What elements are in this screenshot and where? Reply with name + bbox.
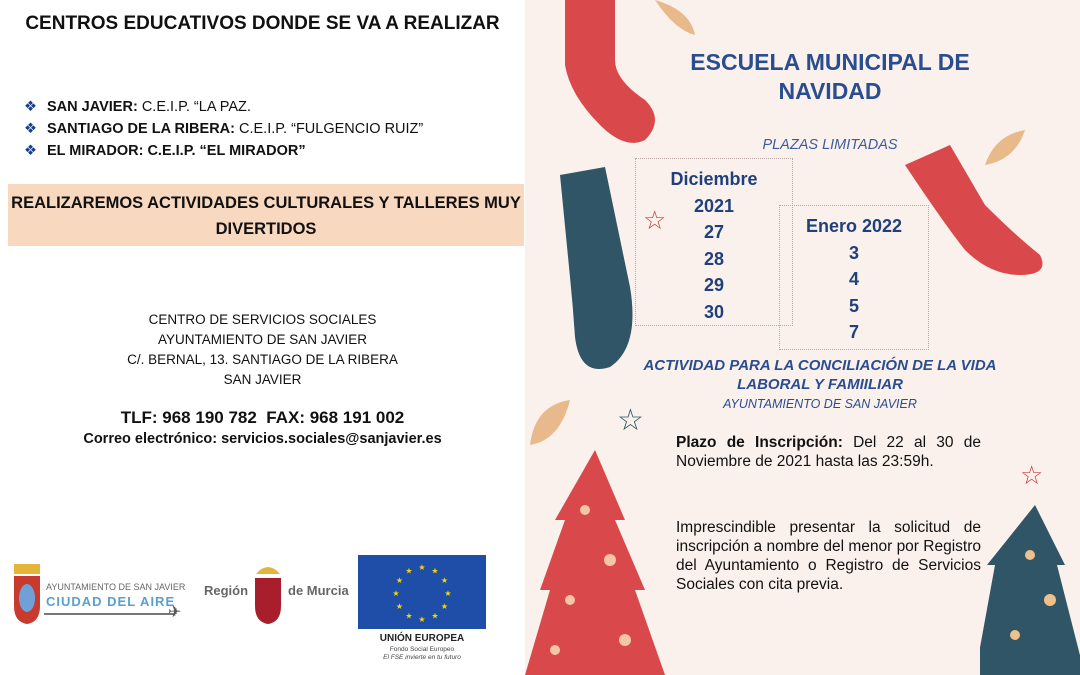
eu-star-icon: ★ <box>418 563 426 572</box>
address-line: C/. BERNAL, 13. SANTIAGO DE LA RIBERA <box>127 352 398 367</box>
organizer: AYUNTAMIENTO DE SAN JAVIER <box>723 397 917 411</box>
eu-star-icon: ★ <box>395 576 404 585</box>
eu-star-icon: ★ <box>440 602 449 611</box>
diamond-bullet-icon: ❖ <box>24 121 37 137</box>
ciudad-del-aire-text: CIUDAD DEL AIRE <box>46 594 176 609</box>
blue-star-icon: ☆ <box>617 404 644 437</box>
date: 30 <box>703 301 725 322</box>
san-javier-shield-logo <box>12 564 42 626</box>
list-item <box>24 96 423 118</box>
leaf-decoration <box>650 0 700 40</box>
airplane-icon: ✈ <box>168 604 182 621</box>
month-label: Diciembre <box>670 169 758 189</box>
center-place: EL MIRADOR: <box>47 143 144 159</box>
red-star-icon: ☆ <box>1020 460 1044 490</box>
year-label: 2021 <box>693 195 735 216</box>
date: 29 <box>703 275 725 295</box>
red-star-icon: ☆ <box>643 205 667 235</box>
list-item <box>24 118 423 140</box>
center-school: C.E.I.P. “EL MIRADOR” <box>147 143 306 159</box>
activity-description: ACTIVIDAD PARA LA CONCILIACIÓN DE LA VIDA LABORAL Y FAMIILIAR <box>643 357 997 393</box>
activities-banner: REALIZAREMOS ACTIVIDADES CULTURALES Y TALLERES MUY DIVERTIDOS <box>8 184 524 246</box>
diamond-bullet-icon: ❖ <box>24 143 37 159</box>
centers-heading: CENTROS EDUCATIVOS DONDE SE VA A REALIZAR <box>25 13 500 34</box>
page-title: ESCUELA MUNICIPAL DE NAVIDAD <box>690 49 970 104</box>
date: 7 <box>848 322 859 342</box>
murcia-shield-logo <box>252 562 284 624</box>
center-place: SANTIAGO DE LA RIBERA: <box>47 121 235 137</box>
eu-star-icon: ★ <box>440 576 449 585</box>
region-text: Región <box>204 583 249 598</box>
registration-deadline <box>676 433 981 471</box>
right-panel <box>525 0 1080 675</box>
eu-star-icon: ★ <box>444 589 452 598</box>
eu-star-icon: ★ <box>431 566 439 576</box>
phone-fax: TLF: 968 190 782 FAX: 968 191 002 <box>120 408 405 427</box>
january-dates <box>779 205 929 350</box>
eu-star-icon: ★ <box>392 589 400 598</box>
eu-star-icon: ★ <box>431 611 439 621</box>
eu-star-icon: ★ <box>405 566 413 576</box>
date: 27 <box>703 222 725 242</box>
center-school: C.E.I.P. “FULGENCIO RUIZ” <box>239 121 424 137</box>
eu-slogan: El FSE invierte en tu futuro <box>383 654 461 661</box>
eu-text: UNIÓN EUROPEA <box>379 633 465 644</box>
list-item <box>24 140 423 162</box>
tree-decoration <box>980 505 1080 675</box>
december-dates <box>635 158 793 326</box>
date: 28 <box>703 248 725 269</box>
address-line: SAN JAVIER <box>223 372 302 387</box>
eu-subtext: Fondo Social Europeo <box>389 646 455 653</box>
logos-row <box>0 550 525 675</box>
address-line: CENTRO DE SERVICIOS SOCIALES <box>148 312 377 327</box>
centers-list <box>24 96 423 162</box>
address-line: AYUNTAMIENTO DE SAN JAVIER <box>157 332 368 347</box>
address-block <box>0 310 525 390</box>
date: 3 <box>848 242 859 263</box>
tree-decoration <box>525 450 665 675</box>
month-label: Enero 2022 <box>805 216 903 236</box>
email: Correo electrónico: servicios.sociales@sanjavier.es <box>83 431 442 447</box>
de-murcia-text: de Murcia <box>288 583 349 598</box>
eu-star-icon: ★ <box>395 602 404 611</box>
center-place: SAN JAVIER: <box>47 99 138 115</box>
deadline-text: Del 22 al 30 de Noviembre de 2021 hasta las 23:59h. <box>676 434 981 470</box>
date: 5 <box>848 295 859 316</box>
eu-star-icon: ★ <box>405 611 413 621</box>
stocking-decoration <box>555 165 635 375</box>
registration-note: Imprescindible presentar la solicitud de inscripción a nombre del menor por Registro del Ayuntamiento o Registro de Servicios Sociales con cita previa. <box>676 519 981 593</box>
left-panel <box>0 0 525 675</box>
limited-places: PLAZAS LIMITADAS <box>762 137 898 153</box>
diamond-bullet-icon: ❖ <box>24 99 37 115</box>
date: 4 <box>848 269 859 289</box>
center-school: C.E.I.P. “LA PAZ. <box>141 99 251 115</box>
leaf-decoration <box>525 395 585 455</box>
eu-star-icon: ★ <box>418 615 426 624</box>
san-javier-logo-text: AYUNTAMIENTO DE SAN JAVIER <box>46 582 186 592</box>
eu-flag-logo <box>358 555 486 629</box>
deadline-label: Plazo de Inscripción: <box>676 434 843 451</box>
